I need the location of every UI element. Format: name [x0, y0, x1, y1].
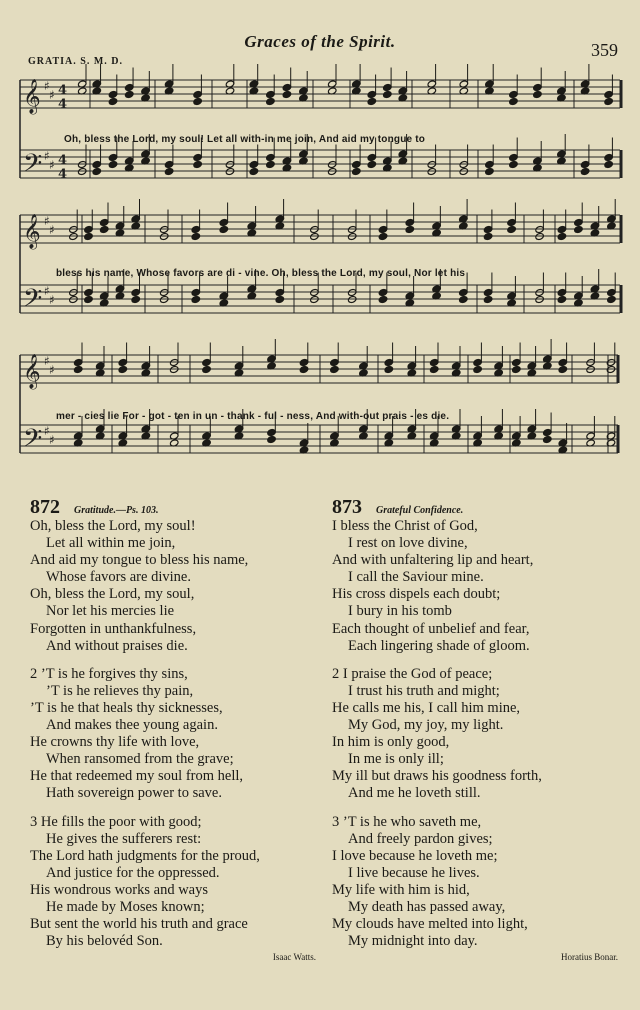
verse-line: Oh, bless the Lord, my soul,: [30, 586, 195, 603]
verse-line: His wondrous works and ways: [30, 881, 209, 898]
verse-line: When ransomed from the grave;: [46, 751, 234, 768]
verse-line: ’T is he that heals thy sicknesses,: [30, 699, 223, 716]
lyric-line-3: mer - cies lie For - got - ten in un - thank - ful - ness, And with-out prais - es die.: [56, 411, 450, 422]
note-head: [330, 366, 339, 374]
verse-line: Whose favors are divine.: [46, 569, 191, 586]
sharp-icon: ♯: [44, 79, 50, 93]
page-title: Graces of the Spirit.: [244, 32, 396, 51]
stanza: [332, 518, 622, 655]
note-head: [275, 296, 284, 304]
verse-line: He that redeemed my soul from hell,: [30, 768, 244, 785]
note-head: [509, 98, 518, 106]
note-head: [202, 366, 211, 374]
sharp-icon: ♯: [49, 223, 55, 237]
verse-line: Oh, bless the Lord, my soul!: [30, 518, 196, 534]
sharp-icon: ♯: [49, 293, 55, 307]
hymn-meta: Gratitude.—Ps. 103.: [74, 505, 159, 516]
note-head: [473, 366, 482, 374]
verse-line: And with unfaltering lip and heart,: [332, 552, 534, 569]
note-head: [557, 296, 566, 304]
verse-line: Nor let his mercies lie: [46, 603, 175, 620]
note-head: [193, 98, 202, 106]
sharp-icon: ♯: [44, 214, 50, 228]
verse-line: 3 ’T is he who saveth me,: [332, 813, 482, 830]
note-head: [429, 366, 438, 374]
note-head: [507, 226, 516, 234]
verse-line: I love because he loveth me;: [332, 847, 498, 864]
note-head: [604, 98, 613, 106]
sharp-icon: ♯: [44, 424, 50, 438]
note-head: [73, 366, 82, 374]
note-head: [118, 366, 127, 374]
note-head: [108, 161, 117, 169]
note-head: [193, 161, 202, 169]
stanza: [332, 814, 622, 951]
note-head: [557, 233, 566, 241]
bass-clef-icon: 𝄢: [23, 284, 43, 319]
verse-line: But sent the world his truth and grace: [30, 916, 248, 933]
verse-line: He crowns thy life with love,: [30, 734, 200, 751]
note-head: [483, 233, 492, 241]
sharp-icon: ♯: [44, 354, 50, 368]
verse-line: And aid my tongue to bless his name,: [30, 552, 249, 569]
bass-clef-icon: 𝄢: [23, 424, 43, 459]
note-head: [459, 296, 468, 304]
verse-line: He made by Moses known;: [46, 898, 205, 915]
note-head: [352, 168, 361, 176]
note-head: [299, 366, 308, 374]
note-head: [483, 296, 492, 304]
bass-clef-icon: 𝄢: [23, 149, 43, 184]
note-head: [267, 436, 276, 444]
verse-line: Let all within me join,: [46, 535, 176, 552]
hymn-author: Isaac Watts.: [272, 952, 316, 963]
sharp-icon: ♯: [44, 149, 50, 163]
hymn-number: 872: [30, 496, 60, 518]
note-head: [266, 98, 275, 106]
verse-line: Each thought of unbelief and fear,: [332, 620, 530, 637]
verse-line: My God, my joy, my light.: [348, 717, 504, 734]
verse-line: 2 ’T is he forgives thy sins,: [30, 665, 188, 682]
note-head: [125, 91, 134, 99]
verse-line: 2 I praise the God of peace;: [332, 665, 493, 682]
music-score: [0, 0, 640, 480]
hymn-number: 873: [332, 496, 362, 518]
hymn-873: [332, 496, 622, 962]
hymn-stanzas: [30, 518, 320, 950]
verse-line: My death has passed away,: [348, 898, 506, 915]
note-head: [509, 161, 518, 169]
page-number: 359: [591, 40, 618, 60]
note-head: [367, 161, 376, 169]
lyric-line-1: Oh, bless the Lord, my soul! Let all with-in me join, And aid my tongue to: [64, 134, 426, 145]
verse-line: My life with him is hid,: [332, 881, 470, 898]
stanza: [30, 814, 320, 951]
verse-line: He gives the sufferers rest:: [46, 830, 202, 847]
note-head: [512, 366, 521, 374]
verse-line: And me he loveth still.: [348, 785, 481, 802]
tune-name: GRATIA. S. M. D.: [28, 56, 123, 67]
verse-line: And justice for the oppressed.: [46, 864, 220, 881]
verse-line: His cross dispels each doubt;: [332, 586, 501, 603]
treble-clef-icon: 𝄞: [23, 79, 41, 114]
hymn-stanzas: [332, 518, 622, 950]
verse-line: My clouds have melted into light,: [332, 916, 528, 933]
hymn-meta: Grateful Confidence.: [376, 505, 464, 516]
verse-line: I rest on love divine,: [348, 535, 468, 552]
verse-line: ’T is he relieves thy pain,: [46, 682, 194, 699]
note-head: [384, 366, 393, 374]
stanza: [30, 666, 320, 803]
sharp-icon: ♯: [44, 284, 50, 298]
verse-line: Each lingering shade of gloom.: [348, 637, 530, 654]
verse-line: My ill but draws his goodness forth,: [332, 768, 542, 785]
stanza: [332, 666, 622, 803]
verse-line: By his belovéd Son.: [46, 933, 163, 950]
note-head: [99, 226, 108, 234]
note-head: [266, 161, 275, 169]
verse-line: And without praises die.: [46, 637, 188, 654]
note-head: [219, 226, 228, 234]
verse-line: I call the Saviour mine.: [348, 569, 484, 586]
note-head: [574, 226, 583, 234]
verse-line: I trust his truth and might;: [348, 682, 500, 699]
verse-line: 3 He fills the poor with good;: [30, 813, 202, 830]
note-head: [131, 296, 140, 304]
verse-line: Forgotten in unthankfulness,: [30, 620, 197, 637]
note-head: [84, 296, 93, 304]
note-head: [108, 98, 117, 106]
verse-line: And freely pardon gives;: [348, 830, 493, 847]
verse-line: In him is only good,: [332, 734, 450, 751]
time-signature: 4: [58, 153, 68, 168]
note-head: [191, 296, 200, 304]
note-head: [191, 233, 200, 241]
note-head: [558, 366, 567, 374]
note-head: [405, 226, 414, 234]
note-head: [580, 168, 589, 176]
note-head: [378, 296, 387, 304]
note-head: [604, 161, 613, 169]
sharp-icon: ♯: [49, 363, 55, 377]
note-head: [607, 296, 616, 304]
note-head: [383, 91, 392, 99]
note-head: [164, 168, 173, 176]
verse-line: I live because he lives.: [348, 864, 480, 881]
treble-clef-icon: 𝄞: [23, 214, 41, 249]
verse-line: And makes thee young again.: [46, 717, 218, 734]
note-head: [92, 168, 101, 176]
sharp-icon: ♯: [49, 88, 55, 102]
note-head: [282, 91, 291, 99]
note-head: [378, 233, 387, 241]
verse-line: I bury in his tomb: [348, 603, 452, 620]
hymn-author: Horatius Bonar.: [561, 952, 618, 963]
verse-line: He calls me his, I call him mine,: [332, 699, 521, 716]
time-signature: 4: [58, 97, 68, 112]
verse-line: In me is only ill;: [348, 751, 444, 768]
note-head: [533, 91, 542, 99]
note-head: [367, 98, 376, 106]
time-signature: 4: [58, 83, 68, 98]
note-head: [249, 168, 258, 176]
hymn-872: [30, 496, 320, 962]
sharp-icon: ♯: [49, 158, 55, 172]
verse-line: Hath sovereign power to save.: [46, 785, 222, 802]
verse-line: The Lord hath judgments for the proud,: [30, 847, 260, 864]
sharp-icon: ♯: [49, 433, 55, 447]
time-signature: 4: [58, 167, 68, 182]
note-head: [543, 436, 552, 444]
verse-line: I bless the Christ of God,: [332, 518, 478, 534]
lyric-line-2: bless his name, Whose favors are di - vine. Oh, bless the Lord, my soul, Nor let his: [56, 268, 466, 279]
verse-line: My midnight into day.: [348, 933, 478, 950]
note-head: [485, 168, 494, 176]
note-head: [84, 233, 93, 241]
stanza: [30, 518, 320, 655]
treble-clef-icon: 𝄞: [23, 354, 41, 389]
